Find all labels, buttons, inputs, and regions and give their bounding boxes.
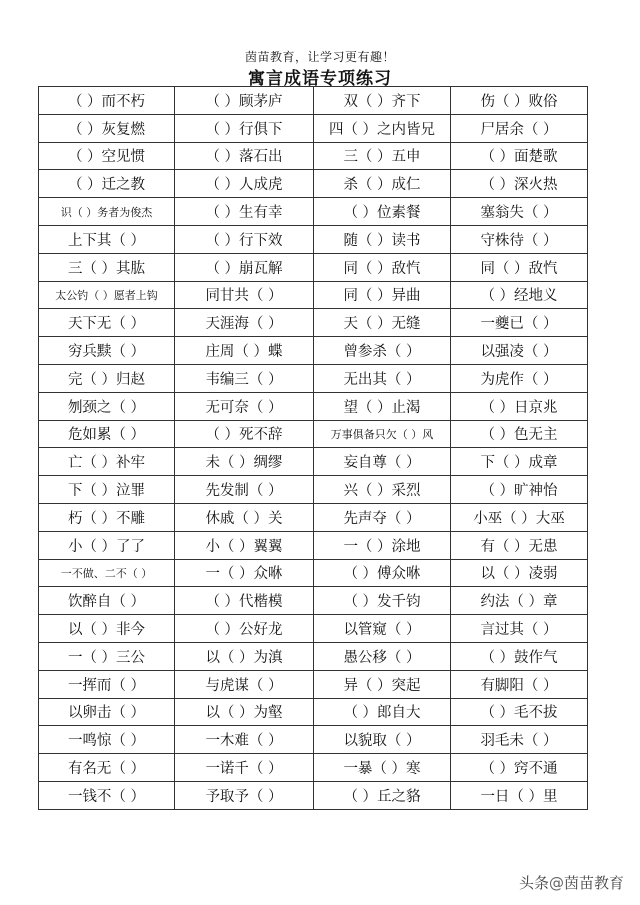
table-row xyxy=(39,615,588,643)
idiom-cell: 识（ ）务者为俊杰 xyxy=(39,198,175,226)
idiom-cell: 同（ ）异曲 xyxy=(314,281,451,309)
idiom-cell: （ ）面楚歌 xyxy=(451,142,588,170)
table-row xyxy=(39,309,588,337)
idiom-cell: 穷兵黩（ ） xyxy=(39,337,175,365)
table-row xyxy=(39,420,588,448)
idiom-cell: 无可奈（ ） xyxy=(175,392,314,420)
table-row xyxy=(39,476,588,504)
idiom-cell: 愚公移（ ） xyxy=(314,642,451,670)
idiom-cell: （ ）而不朽 xyxy=(39,87,175,115)
idiom-cell: 一（ ）三公 xyxy=(39,642,175,670)
idiom-cell: 尸居余（ ） xyxy=(451,114,588,142)
table-row xyxy=(39,559,588,587)
idiom-cell: 小（ ）翼翼 xyxy=(175,531,314,559)
page-title: 寓言成语专项练习 xyxy=(248,69,392,89)
idiom-cell: 异（ ）突起 xyxy=(314,670,451,698)
idiom-cell: 为虎作（ ） xyxy=(451,364,588,392)
table-row xyxy=(39,114,588,142)
idiom-cell: 危如累（ ） xyxy=(39,420,175,448)
idiom-cell: 以强凌（ ） xyxy=(451,337,588,365)
table-row xyxy=(39,448,588,476)
idiom-cell: （ ）崩瓦解 xyxy=(175,253,314,281)
idiom-cell: （ ）行俱下 xyxy=(175,114,314,142)
table-row xyxy=(39,225,588,253)
idiom-cell: （ ）发千钧 xyxy=(314,587,451,615)
idiom-cell: 朽（ ）不雕 xyxy=(39,503,175,531)
idiom-cell: 一不做、二不（ ） xyxy=(39,559,175,587)
table-row xyxy=(39,281,588,309)
idiom-cell: 一日（ ）里 xyxy=(451,781,588,809)
idiom-cell: （ ）人成虎 xyxy=(175,170,314,198)
idiom-cell: 兴（ ）采烈 xyxy=(314,476,451,504)
idiom-cell: 以（ ）为滇 xyxy=(175,642,314,670)
idiom-cell: （ ）落石出 xyxy=(175,142,314,170)
idiom-cell: 先发制（ ） xyxy=(175,476,314,504)
idiom-cell: 天涯海（ ） xyxy=(175,309,314,337)
idiom-cell: 守株待（ ） xyxy=(451,225,588,253)
idiom-cell: 杀（ ）成仁 xyxy=(314,170,451,198)
table-row xyxy=(39,587,588,615)
idiom-exercise-table xyxy=(38,86,588,810)
idiom-cell: 以（ ）凌弱 xyxy=(451,559,588,587)
idiom-cell: 有名无（ ） xyxy=(39,754,175,782)
idiom-cell: （ ）傅众咻 xyxy=(314,559,451,587)
idiom-cell: 一挥而（ ） xyxy=(39,670,175,698)
table-row xyxy=(39,754,588,782)
idiom-cell: （ ）鼓作气 xyxy=(451,642,588,670)
idiom-cell: 饮醉自（ ） xyxy=(39,587,175,615)
idiom-cell: 小（ ）了了 xyxy=(39,531,175,559)
idiom-cell: 天下无（ ） xyxy=(39,309,175,337)
idiom-cell: 以貌取（ ） xyxy=(314,726,451,754)
idiom-cell: 庄周（ ）蝶 xyxy=(175,337,314,365)
idiom-cell: 万事俱备只欠（ ）风 xyxy=(314,420,451,448)
idiom-cell: （ ）死不辞 xyxy=(175,420,314,448)
idiom-cell: 一（ ）众咻 xyxy=(175,559,314,587)
idiom-cell: 下（ ）泣罪 xyxy=(39,476,175,504)
idiom-cell: 妄自尊（ ） xyxy=(314,448,451,476)
table-row xyxy=(39,726,588,754)
idiom-cell: （ ）毛不拔 xyxy=(451,698,588,726)
idiom-cell: 与虎谋（ ） xyxy=(175,670,314,698)
idiom-cell: （ ）日京兆 xyxy=(451,392,588,420)
table-row xyxy=(39,142,588,170)
idiom-cell: 先声夺（ ） xyxy=(314,503,451,531)
idiom-cell: （ ）窍不通 xyxy=(451,754,588,782)
table-row xyxy=(39,337,588,365)
table-row xyxy=(39,670,588,698)
table-row xyxy=(39,642,588,670)
idiom-cell: 韦编三（ ） xyxy=(175,364,314,392)
idiom-cell: （ ）色无主 xyxy=(451,420,588,448)
table-row xyxy=(39,698,588,726)
idiom-cell: （ ）公好龙 xyxy=(175,615,314,643)
idiom-cell: 以（ ）为壑 xyxy=(175,698,314,726)
header-subtitle: 茵苗教育，让学习更有趣！ xyxy=(244,50,395,64)
table-row xyxy=(39,781,588,809)
idiom-cell: 无出其（ ） xyxy=(314,364,451,392)
idiom-cell: 休戚（ ）关 xyxy=(175,503,314,531)
idiom-cell: 刎颈之（ ） xyxy=(39,392,175,420)
idiom-cell: 四（ ）之内皆兄 xyxy=(314,114,451,142)
table-row xyxy=(39,364,588,392)
idiom-cell: （ ）深火热 xyxy=(451,170,588,198)
idiom-cell: 有脚阳（ ） xyxy=(451,670,588,698)
idiom-cell: 以（ ）非今 xyxy=(39,615,175,643)
idiom-cell: 三（ ）其肱 xyxy=(39,253,175,281)
idiom-cell: （ ）丘之貉 xyxy=(314,781,451,809)
idiom-cell: 双（ ）齐下 xyxy=(314,87,451,115)
idiom-cell: 羽毛未（ ） xyxy=(451,726,588,754)
idiom-cell: 望（ ）止渴 xyxy=(314,392,451,420)
idiom-cell: （ ）行下效 xyxy=(175,225,314,253)
idiom-cell: 一暴（ ）寒 xyxy=(314,754,451,782)
idiom-cell: 以卵击（ ） xyxy=(39,698,175,726)
idiom-cell: （ ）代楷模 xyxy=(175,587,314,615)
idiom-cell: 三（ ）五申 xyxy=(314,142,451,170)
idiom-cell: 小巫（ ）大巫 xyxy=(451,503,588,531)
idiom-cell: （ ）空见惯 xyxy=(39,142,175,170)
idiom-cell: （ ）灰复燃 xyxy=(39,114,175,142)
idiom-cell: 一（ ）涂地 xyxy=(314,531,451,559)
idiom-cell: 有（ ）无患 xyxy=(451,531,588,559)
table-row xyxy=(39,198,588,226)
idiom-cell: 亡（ ）补牢 xyxy=(39,448,175,476)
table-row xyxy=(39,253,588,281)
idiom-cell: 一钱不（ ） xyxy=(39,781,175,809)
idiom-cell: 下（ ）成章 xyxy=(451,448,588,476)
idiom-cell: （ ）生有幸 xyxy=(175,198,314,226)
idiom-cell: （ ）顾茅庐 xyxy=(175,87,314,115)
idiom-cell: （ ）旷神怡 xyxy=(451,476,588,504)
idiom-cell: 太公钓（ ）愿者上钩 xyxy=(39,281,175,309)
idiom-cell: 随（ ）读书 xyxy=(314,225,451,253)
idiom-cell: 一诺千（ ） xyxy=(175,754,314,782)
idiom-cell: 约法（ ）章 xyxy=(451,587,588,615)
idiom-cell: 同甘共（ ） xyxy=(175,281,314,309)
idiom-cell: 一夔已（ ） xyxy=(451,309,588,337)
table-row xyxy=(39,87,588,115)
idiom-cell: 言过其（ ） xyxy=(451,615,588,643)
idiom-cell: 同（ ）敌忾 xyxy=(451,253,588,281)
idiom-cell: 伤（ ）败俗 xyxy=(451,87,588,115)
idiom-cell: （ ）郎自大 xyxy=(314,698,451,726)
idiom-cell: 上下其（ ） xyxy=(39,225,175,253)
watermark-at: @ xyxy=(548,874,564,892)
watermark xyxy=(519,872,624,893)
idiom-cell: 一木难（ ） xyxy=(175,726,314,754)
watermark-name: 茵苗教育 xyxy=(563,874,624,892)
idiom-cell: 完（ ）归赵 xyxy=(39,364,175,392)
idiom-cell: 曾参杀（ ） xyxy=(314,337,451,365)
table-row xyxy=(39,170,588,198)
table-row xyxy=(39,503,588,531)
idiom-cell: 同（ ）敌忾 xyxy=(314,253,451,281)
idiom-cell: （ ）迁之教 xyxy=(39,170,175,198)
table-row xyxy=(39,392,588,420)
idiom-cell: 予取予（ ） xyxy=(175,781,314,809)
idiom-cell: 一鸣惊（ ） xyxy=(39,726,175,754)
idiom-cell: 以管窥（ ） xyxy=(314,615,451,643)
idiom-cell: （ ）经地义 xyxy=(451,281,588,309)
table-row xyxy=(39,531,588,559)
watermark-prefix: 头条 xyxy=(518,874,549,892)
idiom-cell: （ ）位素餐 xyxy=(314,198,451,226)
idiom-cell: 塞翁失（ ） xyxy=(451,198,588,226)
idiom-cell: 天（ ）无缝 xyxy=(314,309,451,337)
idiom-cell: 未（ ）绸缪 xyxy=(175,448,314,476)
